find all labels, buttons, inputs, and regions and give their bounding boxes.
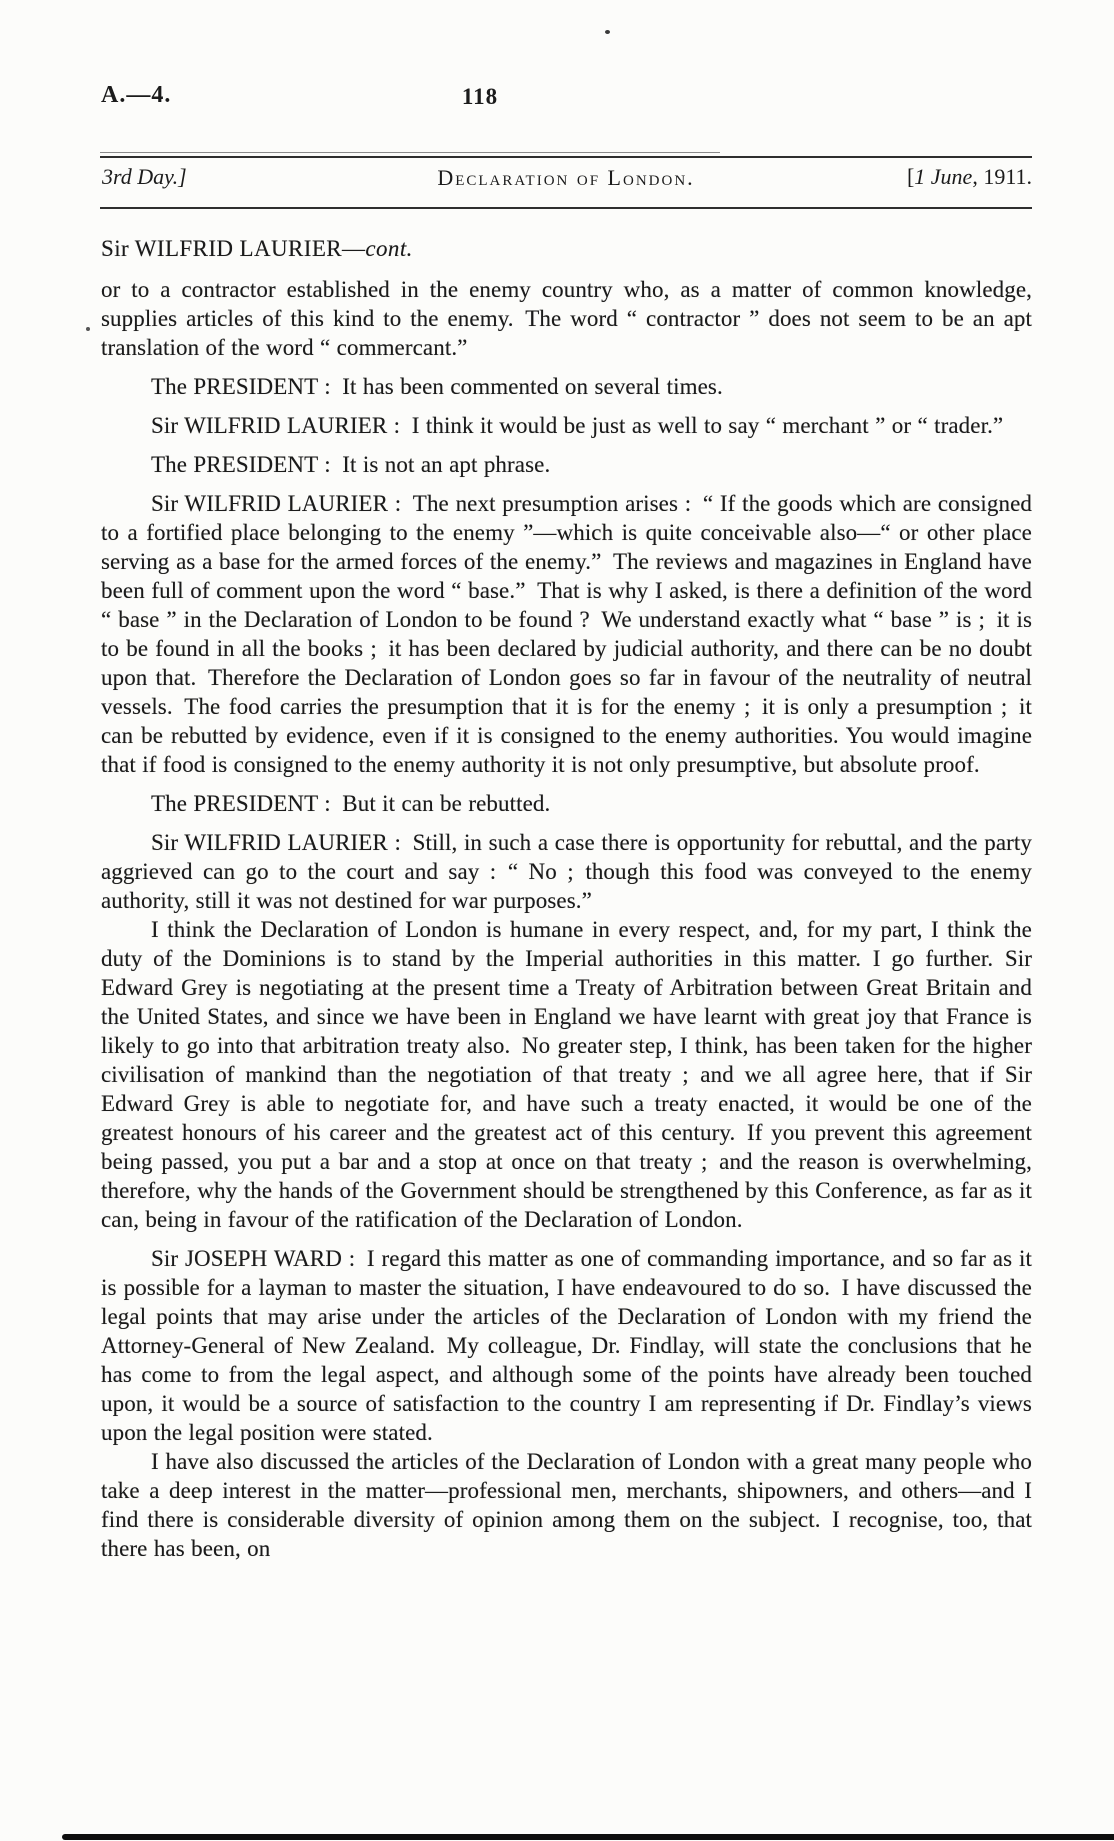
- paragraph-laurier-2: Sir WILFRID LAURIER : The next presumption arises : “ If the goods which are consigned to a fortified place belonging to the enemy ”—which is quite conceivable also—“ or other place serving as a base for the armed forces of the enemy.” The reviews and magazines in England have been full of comment upon the word “ base.” That is why I asked, is there a definition of the word “ base ” in the Declaration of London to be found ? We understand exactly what “ base ” is ; it is to be found in all the books ; it has been declared by judicial authority, and there can be no doubt upon that. Therefore the Declaration of London goes so far in favour of the neutrality of neutral vessels. The food carries the presumption that it is for the enemy ; it is only a presumption ; it can be rebutted by evidence, even if it is consigned to the enemy authorities. You would imagine that if food is consigned to the enemy authority it is not only presumptive, but absolute proof.: [101, 491, 1032, 777]
- page-number: 118: [461, 84, 499, 109]
- header-rule-ghost: [100, 152, 720, 153]
- paragraph-laurier-1: Sir WILFRID LAURIER : I think it would be just as well to say “ merchant ” or “ trader.”: [151, 413, 1004, 438]
- speaker-continuation-heading: Sir WILFRID LAURIER—cont.: [101, 236, 413, 261]
- paragraph-laurier-cont: or to a contractor established in the enemy country who, as a matter of common knowledge, supplies articles of this kind to the enemy. The word “ contractor ” does not seem to be an apt translation of the word “ commercant.”: [101, 277, 1032, 360]
- paragraph-ward-2: I have also discussed the articles of the Declaration of London with a great many people who take a deep interest in the matter—professional men, merchants, shipowners, and others—and I find there is considerable diversity of opinion among them on the subject. I recognise, too, that there has been, on: [101, 1449, 1032, 1561]
- paragraph-president-3: The PRESIDENT : But it can be rebutted.: [151, 791, 551, 816]
- paragraph-laurier-4: I think the Declaration of London is humane in every respect, and, for my part, I think the duty of the Dominions is to stand by the Imperial authorities in this matter. I go further. Sir Edward Grey is negotiating at the present time a Treaty of Arbitration between Great Britain and the United States, and since we have been in England we have learnt with great joy that France is likely to go into that arbitration treaty also. No greater step, I think, has been taken for the higher civilisation of mankind than the negotiation of that treaty ; and we all agree here, that if Sir Edward Grey is able to negotiate for, and have such a treaty enacted, it would be one of the greatest honours of his career and the greatest act of this century. If you prevent this agreement being passed, you put a bar and a stop at once on that treaty ; and the reason is overwhelming, therefore, why the hands of the Government should be strengthened by this Conference, as far as it can, being in favour of the ratification of the Declaration of London.: [101, 917, 1032, 1232]
- paragraph-president-2: The PRESIDENT : It is not an apt phrase.: [151, 452, 551, 477]
- scan-edge-artifact: [62, 1834, 1114, 1840]
- scan-speckle: [86, 327, 90, 331]
- document-reference: A.—4.: [101, 82, 172, 108]
- paragraph-president-1: The PRESIDENT : It has been commented on several times.: [151, 374, 723, 399]
- running-head-day: 3rd Day.]: [102, 164, 187, 189]
- paragraph-laurier-3: Sir WILFRID LAURIER : Still, in such a case there is opportunity for rebuttal, and the party aggrieved can go to the court and say : “ No ; though this food was conveyed to the enemy authority, still it was not destined for war purposes.”: [101, 830, 1032, 913]
- running-head-date: [1 June, 1911.: [906, 164, 1032, 189]
- header-rule-top: [100, 156, 1032, 158]
- paragraph-ward-1: Sir JOSEPH WARD : I regard this matter as one of commanding importance, and so far as it is possible for a layman to master the situation, I have endeavoured to do so. I have discussed the legal points that may arise under the articles of the Declaration of London with my friend the Attorney-General of New Zealand. My colleague, Dr. Findlay, will state the conclusions that he has come to from the legal aspect, and although some of the points have already been touched upon, it would be a source of satisfaction to the country I am representing if Dr. Findlay’s views upon the legal position were stated.: [101, 1246, 1032, 1445]
- running-head: [100, 164, 1032, 196]
- running-head-title: Declaration of London.: [437, 165, 695, 190]
- transcript-body: [101, 236, 1032, 1563]
- header-rule-bottom: [100, 207, 1032, 209]
- scan-speckle: [605, 30, 610, 34]
